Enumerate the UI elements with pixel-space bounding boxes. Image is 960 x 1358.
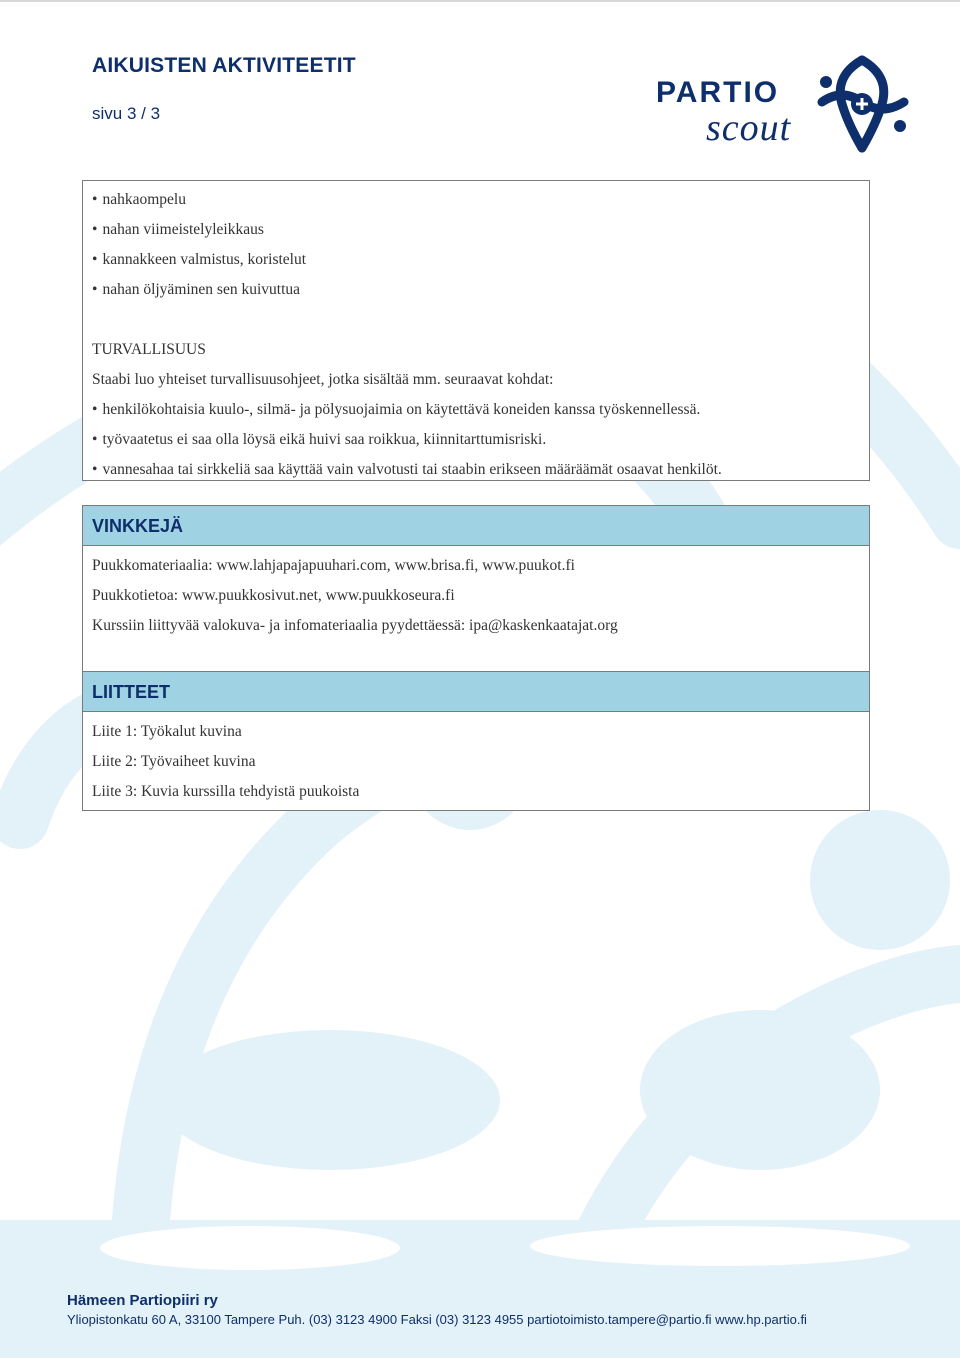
attachment-line: Liite 3: Kuvia kurssilla tehdyistä puukoista [92,783,360,800]
safety-intro: Staabi luo yhteiset turvallisuusohjeet, jotka sisältää mm. seuraavat kohdat: [92,371,554,388]
footer-organization: Hämeen Partiopiiri ry [67,1292,218,1309]
attachments-box [82,671,870,811]
scout-lily-icon [812,52,912,156]
attachment-line: Liite 1: Työkalut kuvina [92,723,242,740]
attachments-body [83,712,869,807]
list-item: • kannakkeen valmistus, koristelut [83,245,869,275]
top-rule [0,0,960,2]
tip-line: Puukkomateriaalia: www.lahjapajapuuhari.com, www.brisa.fi, www.puukot.fi [92,557,575,574]
list-item: • nahkaompelu [83,185,869,215]
spacer [83,305,869,335]
tips-heading: VINKKEJÄ [83,506,869,546]
document-title: AIKUISTEN AKTIVITEETIT [92,54,356,77]
list-item: • nahan viimeistelyleikkaus [83,215,869,245]
list-item: • nahan öljyäminen sen kuivuttua [83,275,869,305]
activity-details-box [82,180,870,481]
tips-box [82,505,870,673]
logo-wordmark: PARTIO [656,76,780,109]
page-number: sivu 3 / 3 [92,104,161,123]
attachments-heading: LIITTEET [83,672,869,712]
footer-contact: Yliopistonkatu 60 A, 33100 Tampere Puh. (03) 3123 4900 Faksi (03) 3123 4955 partiotoimisto.tampere@partio.fi www.hp.partio.fi [67,1312,807,1327]
safety-item: • vannesahaa tai sirkkeliä saa käyttää vain valvotusti tai staabin erikseen määräämät osaavat henkilöt. [83,455,869,485]
logo-subword: scout [706,107,792,149]
safety-item: • työvaatetus ei saa olla löysä eikä huivi saa roikkua, kiinnitarttumisriski. [83,425,869,455]
tip-line: Kurssiin liittyvää valokuva- ja infomateriaalia pyydettäessä: ipa@kaskenkaatajat.org [92,617,618,634]
attachment-line: Liite 2: Työvaiheet kuvina [92,753,256,770]
safety-heading: TURVALLISUUS [92,341,206,358]
tips-body [83,546,869,641]
partio-scout-logo [650,52,912,156]
tip-line: Puukkotietoa: www.puukkosivut.net, www.puukkoseura.fi [92,587,455,604]
safety-item: • henkilökohtaisia kuulo-, silmä- ja pölysuojaimia on käytettävä koneiden kanssa työskennellessä. [83,395,869,425]
